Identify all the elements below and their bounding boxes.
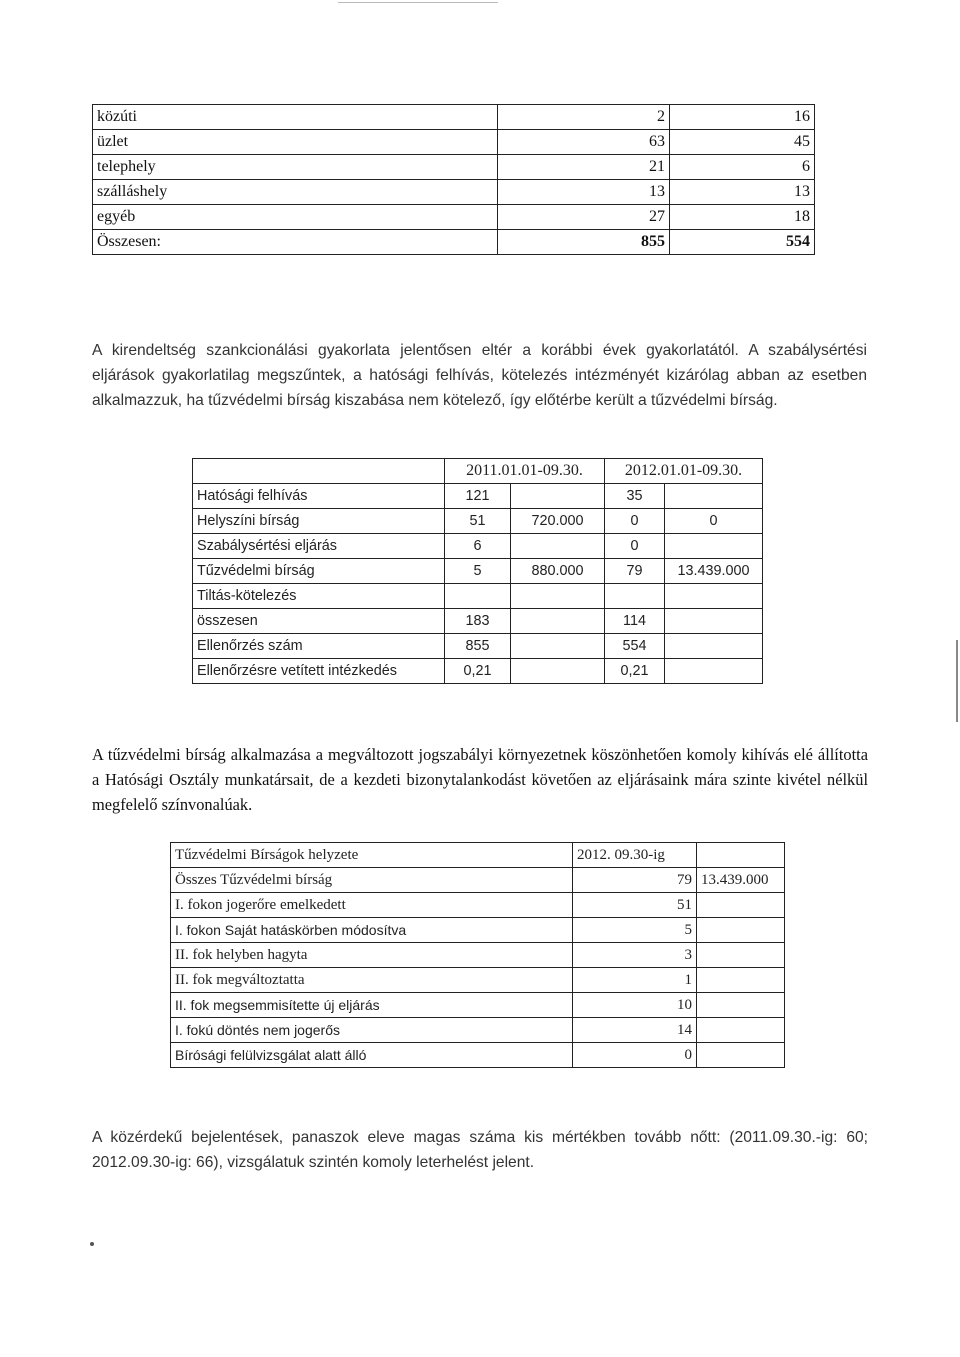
- table-row: [193, 534, 763, 559]
- row-label: I. fokon Saját hatáskörben módosítva: [171, 918, 573, 943]
- count-2012: 35: [605, 484, 665, 509]
- table-row: [93, 155, 815, 180]
- extra-cell: [697, 968, 785, 993]
- amount-2012: 0: [665, 509, 763, 534]
- count-2011: 5: [445, 559, 511, 584]
- count-2011: 183: [445, 609, 511, 634]
- row-label: Tiltás-kötelezés: [193, 584, 445, 609]
- amount-2011: 720.000: [511, 509, 605, 534]
- value-cell: 0: [573, 1043, 697, 1068]
- extra-cell: [697, 943, 785, 968]
- count-2012: 114: [605, 609, 665, 634]
- amount-2011: [511, 659, 605, 684]
- value-cell: 51: [573, 893, 697, 918]
- row-label: Ellenőrzés szám: [193, 634, 445, 659]
- table-row: [171, 918, 785, 943]
- extra-cell: [697, 1018, 785, 1043]
- sanctions-table: [192, 458, 763, 684]
- amount-2011: [511, 634, 605, 659]
- value-cell: 27: [498, 205, 670, 230]
- amount-2011: [511, 534, 605, 559]
- amount-2011: 880.000: [511, 559, 605, 584]
- extra-cell: [697, 993, 785, 1018]
- extra-cell: [697, 918, 785, 943]
- value-cell: 1: [573, 968, 697, 993]
- amount-2012: [665, 584, 763, 609]
- count-2011: 0,21: [445, 659, 511, 684]
- row-label: I. fokú döntés nem jogerős: [171, 1018, 573, 1043]
- header-extra: [697, 843, 785, 868]
- amount-2011: [511, 609, 605, 634]
- header-period-2012: 2012.01.01-09.30.: [605, 459, 763, 484]
- row-label: I. fokon jogerőre emelkedett: [171, 893, 573, 918]
- count-2012: 554: [605, 634, 665, 659]
- row-label: egyéb: [93, 205, 498, 230]
- row-label: Összes Tűzvédelmi bírság: [171, 868, 573, 893]
- amount-2011: [511, 584, 605, 609]
- paragraph-fine-application: A tűzvédelmi bírság alkalmazása a megváltozott jogszabályi környezetnek köszönhetően komoly kihívás elé állította a Hatósági Osztály munkatársait, de a kezdeti bizonytalankodást követően az eljárásaink mára szinte kivétel nélkül megfelelő színvonalúak.: [92, 745, 868, 815]
- count-2012: 79: [605, 559, 665, 584]
- value-cell: 554: [670, 230, 815, 255]
- row-label: összesen: [193, 609, 445, 634]
- count-2012: 0: [605, 534, 665, 559]
- amount-2011: [511, 484, 605, 509]
- table-row: [193, 509, 763, 534]
- table-row: [171, 868, 785, 893]
- row-label: Ellenőrzésre vetített intézkedés: [193, 659, 445, 684]
- value-cell: 855: [498, 230, 670, 255]
- table-row: [171, 893, 785, 918]
- header-label: Tűzvédelmi Bírságok helyzete: [171, 843, 573, 868]
- row-label: Bírósági felülvizsgálat alatt álló: [171, 1043, 573, 1068]
- value-cell: 18: [670, 205, 815, 230]
- amount-2012: [665, 534, 763, 559]
- value-cell: 13: [670, 180, 815, 205]
- count-2011: 121: [445, 484, 511, 509]
- value-cell: 63: [498, 130, 670, 155]
- table-row: [171, 943, 785, 968]
- table-row: [193, 609, 763, 634]
- header-period-2011: 2011.01.01-09.30.: [445, 459, 605, 484]
- row-label: Szabálysértési eljárás: [193, 534, 445, 559]
- row-label: üzlet: [93, 130, 498, 155]
- row-label: II. fok megváltoztatta: [171, 968, 573, 993]
- value-cell: 79: [573, 868, 697, 893]
- extra-cell: [697, 1043, 785, 1068]
- value-cell: 16: [670, 105, 815, 130]
- total-row: [93, 230, 815, 255]
- amount-2012: [665, 659, 763, 684]
- table-row: [171, 1043, 785, 1068]
- table-row: [93, 180, 815, 205]
- table-row: [171, 1018, 785, 1043]
- location-stats-table: [92, 104, 815, 255]
- amount-2012: [665, 634, 763, 659]
- count-2011: 6: [445, 534, 511, 559]
- paragraph-public-reports: A közérdekű bejelentések, panaszok eleve magas száma kis mértékben tovább nőtt: (2011.09.30.-ig: 60; 2012.09.30-ig: 66), vizsgálatuk szintén komoly leterhelést jelent.: [92, 1128, 868, 1171]
- extra-cell: 13.439.000: [697, 868, 785, 893]
- row-label: szálláshely: [93, 180, 498, 205]
- row-label: II. fok megsemmisítette új eljárás: [171, 993, 573, 1018]
- table-row: [193, 634, 763, 659]
- row-label: II. fok helyben hagyta: [171, 943, 573, 968]
- table-row: [93, 130, 815, 155]
- count-2011: 51: [445, 509, 511, 534]
- row-label: Tűzvédelmi bírság: [193, 559, 445, 584]
- row-label: Összesen:: [93, 230, 498, 255]
- table-header-row: [171, 843, 785, 868]
- count-2012: 0: [605, 509, 665, 534]
- count-2012: [605, 584, 665, 609]
- value-cell: 2: [498, 105, 670, 130]
- scan-edge-mark: [956, 640, 958, 722]
- value-cell: 6: [670, 155, 815, 180]
- table-row: [171, 993, 785, 1018]
- table-row: [93, 205, 815, 230]
- row-label: közúti: [93, 105, 498, 130]
- count-2012: 0,21: [605, 659, 665, 684]
- value-cell: 5: [573, 918, 697, 943]
- row-label: telephely: [93, 155, 498, 180]
- extra-cell: [697, 893, 785, 918]
- value-cell: 14: [573, 1018, 697, 1043]
- amount-2012: 13.439.000: [665, 559, 763, 584]
- value-cell: 21: [498, 155, 670, 180]
- paragraph-sanction-practice: A kirendeltség szankcionálási gyakorlata jelentősen eltér a korábbi évek gyakorlatától. A szabálysértési eljárások gyakorlatilag megszűntek, a hatósági felhívás, kötelezés intézményét kizárólag abban az esetben alkalmazzuk, ha tűzvédelmi bírság kiszabása nem kötelező, így előtérbe került a tűzvédelmi bírság.: [92, 341, 867, 409]
- row-label: Helyszíni bírság: [193, 509, 445, 534]
- scan-dot: [90, 1242, 94, 1246]
- fire-fines-status-table: [170, 842, 785, 1068]
- table-header-row: [193, 459, 763, 484]
- amount-2012: [665, 609, 763, 634]
- row-label: Hatósági felhívás: [193, 484, 445, 509]
- table-row: [193, 584, 763, 609]
- table-row: [193, 659, 763, 684]
- value-cell: 45: [670, 130, 815, 155]
- table-row: [93, 105, 815, 130]
- header-blank: [193, 459, 445, 484]
- count-2011: 855: [445, 634, 511, 659]
- header-date: 2012. 09.30-ig: [573, 843, 697, 868]
- value-cell: 3: [573, 943, 697, 968]
- value-cell: 10: [573, 993, 697, 1018]
- table-row: [193, 559, 763, 584]
- amount-2012: [665, 484, 763, 509]
- value-cell: 13: [498, 180, 670, 205]
- count-2011: [445, 584, 511, 609]
- table-row: [171, 968, 785, 993]
- top-rule: [338, 2, 498, 3]
- table-row: [193, 484, 763, 509]
